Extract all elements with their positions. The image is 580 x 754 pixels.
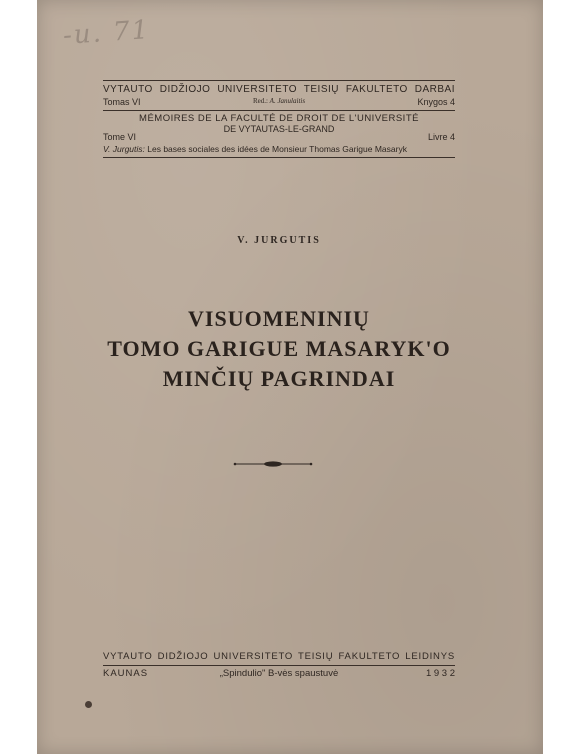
work-title-fr xyxy=(103,144,407,154)
header-bottom-rule xyxy=(103,157,455,158)
title-line-2: TOMO GARIGUE MASARYK'O xyxy=(107,336,451,361)
handwritten-note: -u. 71 xyxy=(62,14,152,52)
book-number-fr: Livre 4 xyxy=(427,132,455,142)
publisher-line: VYTAUTO DIDŽIOJO UNIVERSITETO TEISIŲ FAKULTETO LEIDINYS xyxy=(103,651,455,662)
imprint-city: KAUNAS xyxy=(103,668,149,679)
stain-mark xyxy=(85,701,92,708)
work-author-fr: V. Jurgutis: xyxy=(103,144,145,154)
editor-name: A. Janulaitis xyxy=(269,97,306,105)
footer-rule xyxy=(103,665,455,666)
series-title-fr: MÉMOIRES DE LA FACULTÉ DE DROIT DE L'UNIVERSITÉ xyxy=(139,113,419,124)
imprint-year: 1 9 3 2 xyxy=(425,668,455,679)
book-number-lt: Knygos 4 xyxy=(417,97,455,107)
title-line-1: VISUOMENINIŲ xyxy=(188,306,370,331)
editor-credit xyxy=(103,97,455,105)
imprint-printer: „Spindulio" B-vės spaustuvė xyxy=(219,668,339,679)
header-top-rule xyxy=(103,80,455,81)
university-fr: DE VYTAUTAS-LE-GRAND xyxy=(223,124,335,134)
author-name: V. JURGUTIS xyxy=(237,235,321,246)
series-title-lt: VYTAUTO DIDŽIOJO UNIVERSITETO TEISIŲ FAKULTETO DARBAI xyxy=(103,84,455,95)
ornament-divider xyxy=(233,458,313,470)
editor-prefix: Red.: xyxy=(252,97,268,105)
title-line-3: MINČIŲ PAGRINDAI xyxy=(162,366,396,391)
work-title-fr-text: Les bases sociales des idées de Monsieur Thomas Garigue Masaryk xyxy=(147,144,407,154)
header-mid-rule xyxy=(103,110,455,111)
volume-fr: Tome VI xyxy=(103,132,137,142)
volume-lt: Tomas VI xyxy=(103,97,141,107)
